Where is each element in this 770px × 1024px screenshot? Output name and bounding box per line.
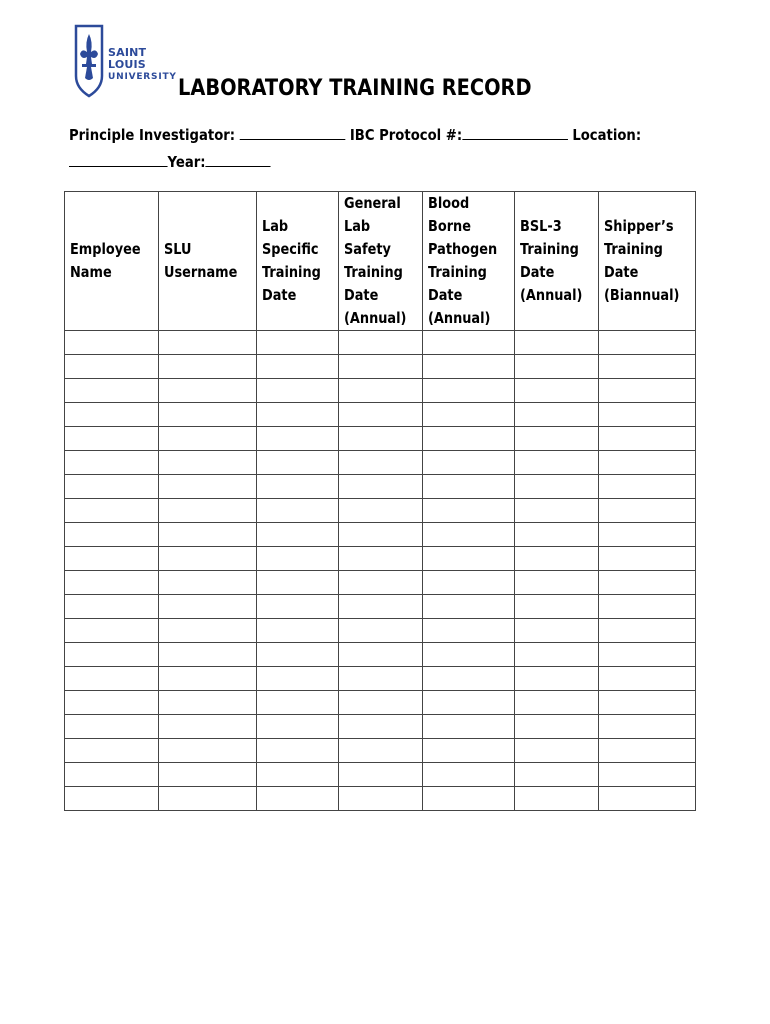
header-lab-specific-training-date: Lab Specific Training Date <box>257 192 339 331</box>
pi-blank-field[interactable] <box>240 125 346 140</box>
table-cell[interactable] <box>339 787 423 811</box>
table-row <box>65 619 696 643</box>
table-row <box>65 571 696 595</box>
table-cell[interactable] <box>339 715 423 739</box>
table-cell[interactable] <box>339 379 423 403</box>
table-cell[interactable] <box>65 667 159 691</box>
location-label: Location: <box>572 126 642 144</box>
year-label: Year: <box>167 153 206 171</box>
table-cell[interactable] <box>423 379 515 403</box>
table-cell[interactable] <box>423 619 515 643</box>
table-cell[interactable] <box>423 451 515 475</box>
table-cell[interactable] <box>423 427 515 451</box>
pi-label: Principle Investigator: <box>69 126 236 144</box>
table-cell[interactable] <box>65 691 159 715</box>
table-cell[interactable] <box>515 379 599 403</box>
table-cell[interactable] <box>159 523 257 547</box>
table-cell[interactable] <box>257 427 339 451</box>
table-cell[interactable] <box>257 499 339 523</box>
table-cell[interactable] <box>599 571 696 595</box>
table-cell[interactable] <box>257 715 339 739</box>
table-cell[interactable] <box>515 427 599 451</box>
table-cell[interactable] <box>599 403 696 427</box>
table-cell[interactable] <box>257 355 339 379</box>
table-cell[interactable] <box>257 595 339 619</box>
table-cell[interactable] <box>159 715 257 739</box>
table-cell[interactable] <box>65 739 159 763</box>
table-cell[interactable] <box>159 355 257 379</box>
table-cell[interactable] <box>423 739 515 763</box>
table-cell[interactable] <box>159 427 257 451</box>
table-cell[interactable] <box>65 571 159 595</box>
table-cell[interactable] <box>515 739 599 763</box>
table-cell[interactable] <box>159 379 257 403</box>
table-cell[interactable] <box>159 763 257 787</box>
table-cell[interactable] <box>257 787 339 811</box>
table-cell[interactable] <box>599 691 696 715</box>
table-row <box>65 643 696 667</box>
table-cell[interactable] <box>423 715 515 739</box>
table-cell[interactable] <box>339 331 423 355</box>
table-cell[interactable] <box>339 547 423 571</box>
table-cell[interactable] <box>159 331 257 355</box>
table-row <box>65 379 696 403</box>
table-cell[interactable] <box>159 595 257 619</box>
table-row <box>65 739 696 763</box>
table-cell[interactable] <box>339 427 423 451</box>
saint-louis-university-logo <box>74 24 184 98</box>
table-row <box>65 523 696 547</box>
table-cell[interactable] <box>159 691 257 715</box>
table-cell[interactable] <box>257 739 339 763</box>
table-cell[interactable] <box>515 475 599 499</box>
table-cell[interactable] <box>159 667 257 691</box>
table-cell[interactable] <box>515 619 599 643</box>
table-cell[interactable] <box>423 475 515 499</box>
table-cell[interactable] <box>339 571 423 595</box>
table-cell[interactable] <box>159 403 257 427</box>
table-row <box>65 547 696 571</box>
table-cell[interactable] <box>339 475 423 499</box>
table-header-row <box>65 192 696 331</box>
table-body <box>65 331 696 811</box>
table-cell[interactable] <box>515 643 599 667</box>
table-cell[interactable] <box>599 667 696 691</box>
logo-line-university: UNIVERSITY <box>108 72 177 82</box>
table-cell[interactable] <box>159 499 257 523</box>
table-cell[interactable] <box>339 523 423 547</box>
table-cell[interactable] <box>257 523 339 547</box>
table-cell[interactable] <box>423 499 515 523</box>
table-cell[interactable] <box>423 523 515 547</box>
table-cell[interactable] <box>599 763 696 787</box>
table-cell[interactable] <box>65 547 159 571</box>
table-cell[interactable] <box>257 451 339 475</box>
table-cell[interactable] <box>65 763 159 787</box>
table-cell[interactable] <box>159 475 257 499</box>
table-cell[interactable] <box>339 619 423 643</box>
table-row <box>65 355 696 379</box>
fields-line-2 <box>69 149 641 176</box>
table-cell[interactable] <box>257 379 339 403</box>
table-cell[interactable] <box>599 355 696 379</box>
table-cell[interactable] <box>257 619 339 643</box>
table-cell[interactable] <box>599 331 696 355</box>
ibc-protocol-label: IBC Protocol #: <box>349 126 463 144</box>
table-cell[interactable] <box>257 763 339 787</box>
table-cell[interactable] <box>515 691 599 715</box>
table-cell[interactable] <box>159 451 257 475</box>
table-row <box>65 499 696 523</box>
header-slu-username: SLU Username <box>159 192 257 331</box>
table-cell[interactable] <box>599 739 696 763</box>
table-cell[interactable] <box>515 451 599 475</box>
table-cell[interactable] <box>599 619 696 643</box>
table-cell[interactable] <box>339 667 423 691</box>
table-cell[interactable] <box>599 547 696 571</box>
table-cell[interactable] <box>159 643 257 667</box>
table-cell[interactable] <box>257 571 339 595</box>
table-row <box>65 403 696 427</box>
table-cell[interactable] <box>599 595 696 619</box>
header-employee-name: Employee Name <box>65 192 159 331</box>
table-cell[interactable] <box>65 355 159 379</box>
table-cell[interactable] <box>65 331 159 355</box>
table-row <box>65 595 696 619</box>
header-bsl3-training-date: BSL-3 Training Date (Annual) <box>515 192 599 331</box>
table-cell[interactable] <box>599 379 696 403</box>
table-cell[interactable] <box>159 571 257 595</box>
table-cell[interactable] <box>65 499 159 523</box>
table-cell[interactable] <box>257 691 339 715</box>
table-cell[interactable] <box>599 499 696 523</box>
table-cell[interactable] <box>65 403 159 427</box>
fleur-de-lis-shield-icon <box>74 24 104 98</box>
table-cell[interactable] <box>599 787 696 811</box>
table-cell[interactable] <box>339 595 423 619</box>
table-cell[interactable] <box>65 643 159 667</box>
table-cell[interactable] <box>515 403 599 427</box>
table-cell[interactable] <box>423 667 515 691</box>
table-cell[interactable] <box>339 355 423 379</box>
table-cell[interactable] <box>423 331 515 355</box>
table-cell[interactable] <box>599 523 696 547</box>
table-cell[interactable] <box>159 619 257 643</box>
table-cell[interactable] <box>257 403 339 427</box>
table-cell[interactable] <box>515 595 599 619</box>
table-row <box>65 331 696 355</box>
record-fields <box>69 122 641 176</box>
page-title: LABORATORY TRAINING RECORD <box>178 76 532 101</box>
table-cell[interactable] <box>599 451 696 475</box>
table-cell[interactable] <box>257 547 339 571</box>
table-cell[interactable] <box>423 355 515 379</box>
table-row <box>65 787 696 811</box>
header-blood-borne-pathogen-training: Blood Borne Pathogen Training Date (Annual) <box>423 192 515 331</box>
table-cell[interactable] <box>65 379 159 403</box>
table-cell[interactable] <box>423 643 515 667</box>
table-cell[interactable] <box>339 691 423 715</box>
table-cell[interactable] <box>65 619 159 643</box>
logo-line-saint-louis: SAINT LOUIS <box>108 46 147 71</box>
table-cell[interactable] <box>599 475 696 499</box>
fields-line-1 <box>69 122 641 149</box>
table-cell[interactable] <box>515 331 599 355</box>
table-cell[interactable] <box>423 787 515 811</box>
table-cell[interactable] <box>515 667 599 691</box>
table-cell[interactable] <box>339 499 423 523</box>
table-cell[interactable] <box>339 763 423 787</box>
table-cell[interactable] <box>257 667 339 691</box>
table-cell[interactable] <box>515 787 599 811</box>
table-cell[interactable] <box>159 739 257 763</box>
table-cell[interactable] <box>515 499 599 523</box>
location-blank-field[interactable] <box>69 152 168 167</box>
table-cell[interactable] <box>65 451 159 475</box>
table-row <box>65 667 696 691</box>
table-row <box>65 715 696 739</box>
table-row <box>65 451 696 475</box>
table-cell[interactable] <box>423 403 515 427</box>
table-cell[interactable] <box>515 763 599 787</box>
table-cell[interactable] <box>65 475 159 499</box>
table-cell[interactable] <box>339 739 423 763</box>
table-cell[interactable] <box>339 451 423 475</box>
table-cell[interactable] <box>257 475 339 499</box>
table-cell[interactable] <box>65 715 159 739</box>
table-cell[interactable] <box>159 547 257 571</box>
table-cell[interactable] <box>65 427 159 451</box>
header-general-lab-safety-training: General Lab Safety Training Date (Annual) <box>339 192 423 331</box>
table-cell[interactable] <box>257 331 339 355</box>
table-cell[interactable] <box>423 763 515 787</box>
table-cell[interactable] <box>515 355 599 379</box>
year-blank-field[interactable] <box>206 152 271 167</box>
table-row <box>65 475 696 499</box>
table-cell[interactable] <box>515 715 599 739</box>
table-row <box>65 427 696 451</box>
table-cell[interactable] <box>257 643 339 667</box>
table-cell[interactable] <box>65 523 159 547</box>
table-cell[interactable] <box>339 403 423 427</box>
table-cell[interactable] <box>599 427 696 451</box>
table-cell[interactable] <box>65 787 159 811</box>
table-cell[interactable] <box>515 547 599 571</box>
table-cell[interactable] <box>515 571 599 595</box>
table-cell[interactable] <box>423 547 515 571</box>
table-cell[interactable] <box>599 643 696 667</box>
ibc-protocol-blank-field[interactable] <box>462 125 568 140</box>
table-cell[interactable] <box>339 643 423 667</box>
table-cell[interactable] <box>65 595 159 619</box>
table-cell[interactable] <box>599 715 696 739</box>
table-cell[interactable] <box>515 523 599 547</box>
table-cell[interactable] <box>423 595 515 619</box>
table-cell[interactable] <box>159 787 257 811</box>
table-cell[interactable] <box>423 571 515 595</box>
table-row <box>65 763 696 787</box>
training-record-table <box>64 191 696 811</box>
table-cell[interactable] <box>423 691 515 715</box>
table-row <box>65 691 696 715</box>
header-shippers-training-date: Shipper’s Training Date (Biannual) <box>599 192 696 331</box>
